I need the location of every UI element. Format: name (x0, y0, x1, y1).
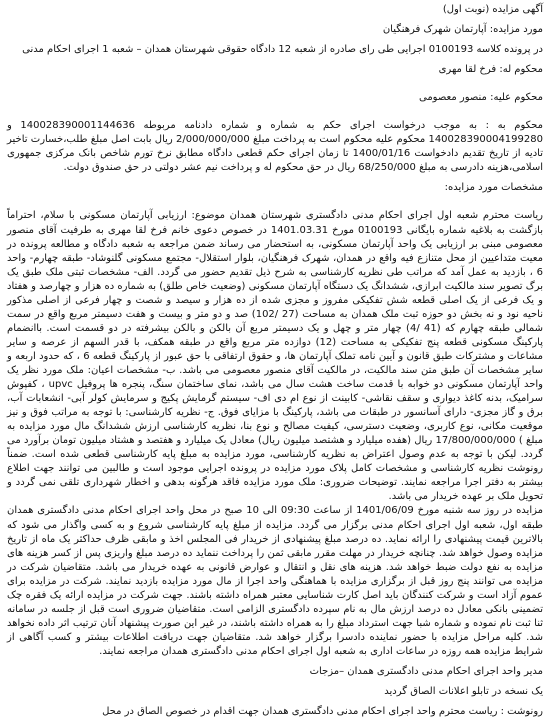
copy-to: رونوشت : ریاست محترم واحد اجرای احکام مدنی دادگستری همدان جهت اقدام در خصوص الصاق در محل (102, 706, 543, 718)
notice-title: آگهی مزایده (نوبت اول) (442, 4, 543, 15)
judgment-debtor: محکوم علیه: منصور معصومی (418, 92, 543, 104)
judgment-creditor: محکوم له: فرخ لقا مهری (438, 64, 543, 76)
specs-heading: مشخصات مورد مزایده: (444, 182, 543, 194)
judgment-paragraph: محکوم به : به موجب درخواست اجرای حکم به شماره و شماره دادنامه مربوطه 140028390001144636 و 140028390004199280 محکوم علیه محکوم است به پرداخت مبلغ 2/000/000/000 ریال بابت اصل مبلغ طلب،خسارت تاخیر تادیه از تاریخ تقدیم دادخواست 1400/01/16 تا زمان اجرای حکم قطعی دادگاه مطابق نرخ تورم شاخص بانک مرکزی جمهوری اسلامی،هزینه دادرسی به مبلغ 68/250/000 ریال در حق محکوم له و پرداخت نیم عشر دولتی در حق صندوق دولت. (7, 120, 544, 174)
expert-report: ریاست محترم شعبه اول اجرای احکام مدنی دادگستری شهرستان همدان موضوع: ارزیابی آپارتمان مسکونی با سلام، احتراماً بازگشت به بلاغیه شماره بایگانی 0100193 مورخ 1401.03.31 در خصوص دعوی خانم فرخ لقا مهری به طرفیت آقای منصور معصومی مبنی بر ارزیابی یک واحد آپارتمان مسکونی، به استحضار می رساند ضمن مراجعه به شعبه دادگاه و مطالعه پرونده در معیت متداعیین از محل متنازع فیه واقع در همدان، شهرک فرهنگیان، بلوار استقلال- مجتمع مسکونی گلنوشاد- طبقه چهارم- واحد 6 ، بازدید به عمل آمد که مراتب طی نظریه کارشناسی به شرح ذیل تقدیم حضور می گردد. الف- مشخصات ثبتی ملک طبق یک برگ تصویر سند مالکیت ابرازی، ششدانگ یک دستگاه آپارتمان مسکونی (وضعیت خاص طلق) به شماره ده هزار و چهارصد و هفتاد و یک فرعی از یک اصلی قطعه شش تفکیکی مفروز و مجزی شده از ده هزار و سیصد و شصت و چهار فرعی از اصلی مذکور ناحیه نود و نه بخش دو حوزه ثبت ملک همدان به مساحت (27 /102) صد و دو متر و بیست و هفت دسیمتر مربع واقع در سمت شمالی طبقه چهارم که (41 /4) چهار متر و چهل و یک دسیمتر مربع آن بالکن و بالکن بیشرفته در دو قسمت است. باانضمام پارکینگ مسکونی قطعه پنج تفکیکی به مساحت (12) دوازده متر مربع واقع در طبقه همکف، با قدر السهم از عرصه و سایر مشاعات و مشترکات طبق قانون و آیین نامه تملک آپارتمان ها، و حقوق ارتفاقی با حق عبور از پارکینگ قطعه 6 ، که حدود اربعه و سایر مشخصات آن طبق متن سند مالکیت، در مالکیت آقای منصور معصومی می باشد. ب- مشخصات اعیان: ملک مورد نظر یک واحد آپارتمان مسکونی دو خوابه با قدمت ساخت هشت سال می باشد، نمای ساختمان سنگ، پنجره ها پروفیل upvc ، کفپوش سرامیک، بدنه کاغذ دیواری و سقف نقاشی- کابینت از نوع ام دی اف- سیستم گرمایش پکیج و سرمایش کولر آبی- انشعابات آب، برق و گاز مجزی- دارای آسانسور در طبقات می باشد، پارکینگ با مزایای فوق. ج- نظریه کارشناسی: با توجه به مراتب فوق و نیز موقعیت مکانی، نوع کاربری، وضعیت دسترسی، کیفیت مصالح و نوع بنا، نظریه کارشناسی ارزش ششدانگ مال مورد مزایده به مبلغ ) 17/800/000/000 ریال (هفده میلیارد و هشتصد میلیون ریال) معادل یک میلیارد و هفتصد و هشتاد میلیون تومان برآورد می گردد. لیکن با توجه به عدم وصول اعتراض به نظریه کارشناسی، مورد مزایده به مبلغ پایه کارشناسی قطعی شده است. ضمناً رونوشت نظریه کارشناسی و مشخصات کامل پلاک مورد مزایده در پرونده اجرایی موجود است و طالبین می توانند جهت اطلاع بیشتر به دفتر اجرا مراجعه نمایند. توضیحات ضروری: ملک مورد مزایده فاقد هرگونه بدهی و اخطار شهرداری تلقی نمی گردد و تحویل ملک بر عهده خریدار می باشد. (7, 210, 544, 503)
signature-line: مدیر واحد اجرای احکام مدنی دادگستری همدان –مزجات (309, 665, 543, 677)
case-line: در پرونده کلاسه 0100193 اجرایی طی رای صادره از شعبه 12 دادگاه حقوقی شهرستان همدان – شعبه 1 اجرای احکام مدنی (22, 44, 543, 56)
copy-title: یک نسخه در تابلو اعلانات الصاق گردید (384, 686, 543, 698)
auction-paragraph: مزایده در روز سه شنبه مورخ 1401/06/09 از ساعت 09:30 الی 10 صبح در محل واحد اجرای احکام مدنی دادگستری همدان طبقه اول، شعبه اول اجرای احکام مدنی برگزار می گردد. مزایده از مبلغ پایه کارشناسی شروع و به کسی واگذار می شود که بالاترین قیمت پیشنهادی را ارائه نماید. ده درصد مبلغ پیشنهادی از خریدار فی المجلس اخذ و مابقی ظرف حداکثر یک ماه از تاریخ مزایده وصول خواهد شد. چنانچه خریدار در مهلت مقرر مابقی ثمن را پرداخت ننماید ده درصد مبلغ واریزی پس از کسر هزینه های مزایده به نفع دولت ضبط خواهد شد. هزینه های نقل و انتقال و عوارض قانونی به عهده خریدار می باشد. متقاضیان شرکت در مزایده می توانند پنج روز قبل از برگزاری مزایده با هماهنگی واحد اجرا از مال مورد مزایده بازدید نمایند. شرکت در مزایده برای عموم آزاد است و شرکت کنندگان باید اصل کارت شناسایی معتبر همراه داشته باشند. جهت شرکت در مزایده ارائه یک فقره چک تضمینی بانکی معادل ده درصد ارزش مال به نام سپرده دادگستری الزامی است. متقاضیان ضروری است قبل از جلسه در سامانه ثنا ثبت نام نموده و شماره شبا جهت استرداد مبلغ را به همراه داشته باشند، در غیر این صورت پیشنهاد آنان ترتیب اثر داده نخواهد شد. کلیه مراحل مزایده با حضور نماینده دادسرا برگزار خواهد شد. متقاضیان جهت دریافت اطلاعات بیشتر و کسب آگاهی از شرایط مزایده همه روزه در ساعات اداری به شعبه اول اجرای احکام مدنی دادگستری همدان مراجعه نمایند. (7, 505, 543, 657)
auction-subject: مورد مزایده: آپارتمان شهرک فرهنگیان (382, 24, 543, 36)
